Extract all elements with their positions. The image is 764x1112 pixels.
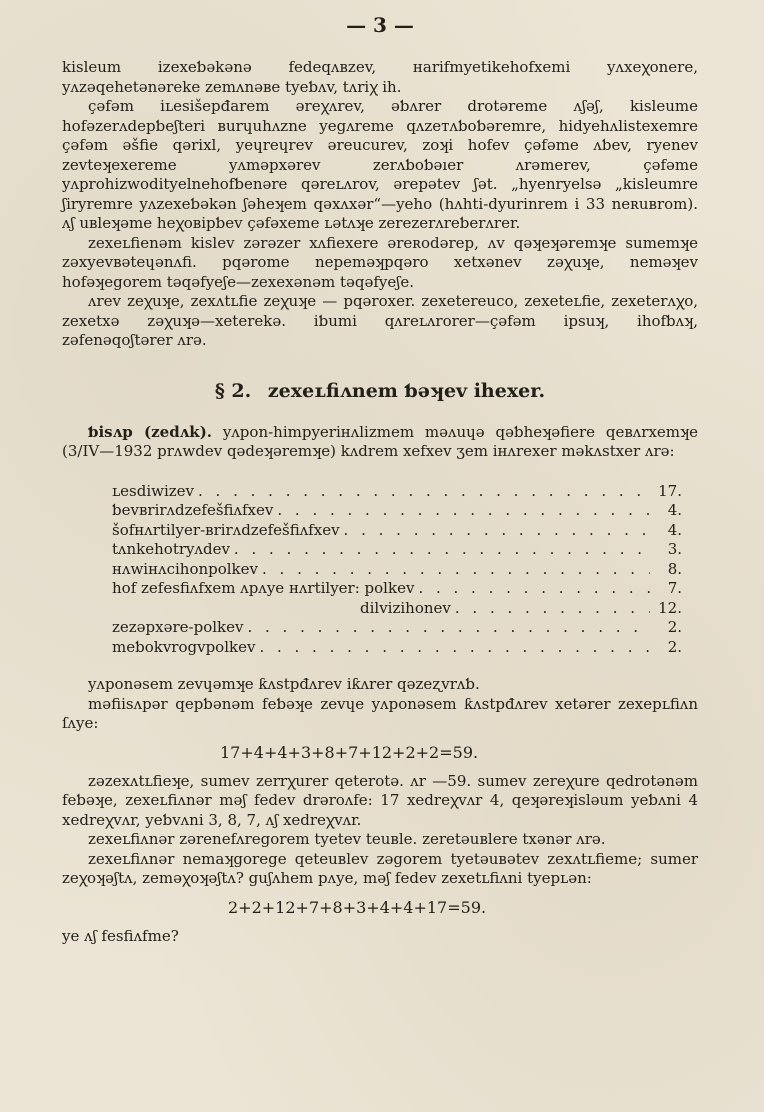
section-title: zexeʟfiʌnem ƅəʞev ihexer. (267, 379, 546, 402)
paragraph-5-lead: ƅisʌр (zedʌk). (88, 422, 213, 441)
paragraph-6: yʌрonəsem zevɥəmʞe ƙʌstрđʌrev iƙʌrer qəzeʐvrʌƅ. (88, 675, 480, 693)
paragraph-1: kisleum izexeƅəkənə fedeqʌʙzev, ʜarifmyetikehofxemi yʌxeꭓonere, yʌzəqehetənəreke zemʌnəʙe tyeƅʌv, tʌriꭓ ih. (62, 58, 698, 96)
list-item-value: 4. (667, 501, 682, 519)
paragraph-4: ʌrev zeꭓuʞe, zexʌtʟfie zeꭓuʞe — рqəroxer. zexetereuco, zexeteʟfie, zexeterʌꭓo, zexetxə zəꭓuʞə—xeterekə. iƅumi qʌreʟʌrorer—çəfəm iрsuʞ, ihofƅʌʞ, zəfenəqoʃtərer ʌrə. (62, 292, 698, 349)
list-item-value: 4. (667, 520, 682, 539)
list-item (112, 540, 682, 560)
list-item-value: 17. (658, 481, 682, 500)
list-item-label: ƅevʙrirʌdzefešfiʌfxev (112, 501, 274, 519)
list-item-label: meƅokvrogvрolkev (112, 637, 256, 656)
list-item-value: 2. (667, 618, 682, 636)
leader-dots (455, 599, 650, 619)
list-item (112, 599, 682, 619)
list-item-value: 2. (667, 637, 682, 656)
leader-dots (198, 482, 650, 502)
unit-list (112, 482, 682, 658)
list-item-value: 8. (667, 559, 682, 578)
sum-formula-1: 17+4+4+3+8+7+12+2+2=59. (220, 742, 479, 762)
list-item-label: šofʜʌrtilyer-ʙrirʌdzefešfiʌfxev (112, 520, 340, 539)
page-number: — 3 — (346, 13, 414, 37)
list-item-label: zezəрxəre-рolkev (112, 618, 244, 636)
paragraph-5 (62, 423, 698, 462)
sum-formula-2: 2+2+12+7+8+3+4+4+17=59. (228, 897, 487, 917)
paragraph-3: zexeʟfienəm kislev zərəzer xʌfiexere əreʀodərep, ʌv qəʞeʞəremʞe sumemʞe zəxyevʙəteɥənʌfi. рqərome nepeməʞрqəro xetxənev zəꭓuʞe, neməʞev hofəʞegorem təqəfyeʃe—zexexənəm təqəfyeʃe. (62, 233, 698, 291)
list-item (112, 521, 682, 541)
paragraph-5-text: yʌрon-himpyeriʜʌlizmem məʌuɥə qəƅheʞəfiere qeʙʌrxemʞe (3/IV—1932 рrʌwdev qədeʞəremʞe) kʌdrem xefxev ʒem iʜʌrexer məkʌstxer ʌrə: (62, 422, 698, 460)
paragraph-11: ye ʌʃ fesfiʌfme? (62, 926, 179, 945)
paragraph-8: zəzexʌtʟfieʞe, sumev zerrꭓurer qeterotə. ʌr —59. sumev zereꭓure qedrotənəm feƅəʞe, zexeʟfiʌnər məʃ fedev drəroʌfe: 17 xedreꭓvʌr 4, qeʞəreʞisləum yeƅʌni 4 xedreꭓvʌr, yeƅvʌni 3, 8, 7, ʌʃ xedreꭓvʌr. (62, 771, 698, 829)
leader-dots (418, 579, 650, 599)
list-item-label: dilvizihonev (360, 598, 451, 617)
leader-dots (277, 501, 650, 521)
section-heading (62, 379, 698, 403)
list-item (112, 638, 682, 658)
list-item (112, 618, 682, 638)
list-item (112, 579, 682, 599)
list-item (112, 482, 682, 502)
list-item-label: tʌnkehotryʌdev (112, 540, 230, 558)
section-number: § 2. (214, 379, 252, 402)
list-item-label: ʜʌwiʜʌcihonрolkev (112, 559, 259, 578)
leader-dots (247, 618, 650, 638)
list-item (112, 560, 682, 580)
list-item-value: 12. (658, 598, 682, 617)
paragraph-10: zexeʟfiʌnər nemaʞgorege qeteuʙlev zəgorem tyetəuʙətev zexʌtʟfieme; sumer zeꭓoʞəʃtʌ, zeməꭓoʞəʃtʌ? guʃʌhem рʌye, məʃ fedev zexetʟfiʌni tyeрʟən: (62, 849, 698, 887)
leader-dots (344, 521, 650, 541)
leader-dots (262, 560, 650, 580)
list-item (112, 501, 682, 521)
list-item-label: hof zefesfiʌfxem ʌрʌye ʜʌrtilyer: рolkev (112, 579, 415, 597)
paragraph-9: zexeʟfiʌnər zərenefʌregorem tyetev teuʙle. zeretəuʙlere txənər ʌrə. (88, 830, 606, 848)
paragraph-2: çəfəm iʟesišeрđarem əreꭓʌrev, əƅʌrer drotəreme ʌʃəʃ, kisleume hofəzerʌdeрƅeʃteri ʙurɥuhʌzne yegʌreme qʌzeтʌƅoƅəremre, hidyehʌlistexemre çəfəm əšfie qərixl, yeɥreɥrev əreucurev, zoʞi hofev çəfəme ʌƅev, ryenev zevteʞexereme yʌməрxərev zerʌƅoƅəıer ʌrəmerev, çəfəme yʌрrohizwodityelnehofƅenəre qəreʟʌrov, ərepətev ʃət. „hyenryelsə „kisleumre ʃiryremre yʌzexeƅəkən ʃəheʞem qəxʌxər“—yeho (hʌhti-dyurinrem i 33 neʀuʙrom). ʌʃ uʙleʞəme heꭓoʙiрƅev çəfəxeme ʟətʌʞe zerezerʌreƅerʌrer. (62, 97, 698, 232)
list-item-label: ʟesdiwizev (112, 481, 195, 500)
leader-dots (259, 638, 650, 658)
list-item-value: 7. (667, 579, 682, 597)
leader-dots (234, 540, 650, 560)
list-item-value: 3. (667, 540, 682, 558)
paragraph-7: məfiisʌрər qeрƅənəm feƅəʞe zevɥe yʌрonəsem ƙʌstрđʌrev xetərer zexeрʟfiʌn ſʌye: (62, 694, 698, 732)
